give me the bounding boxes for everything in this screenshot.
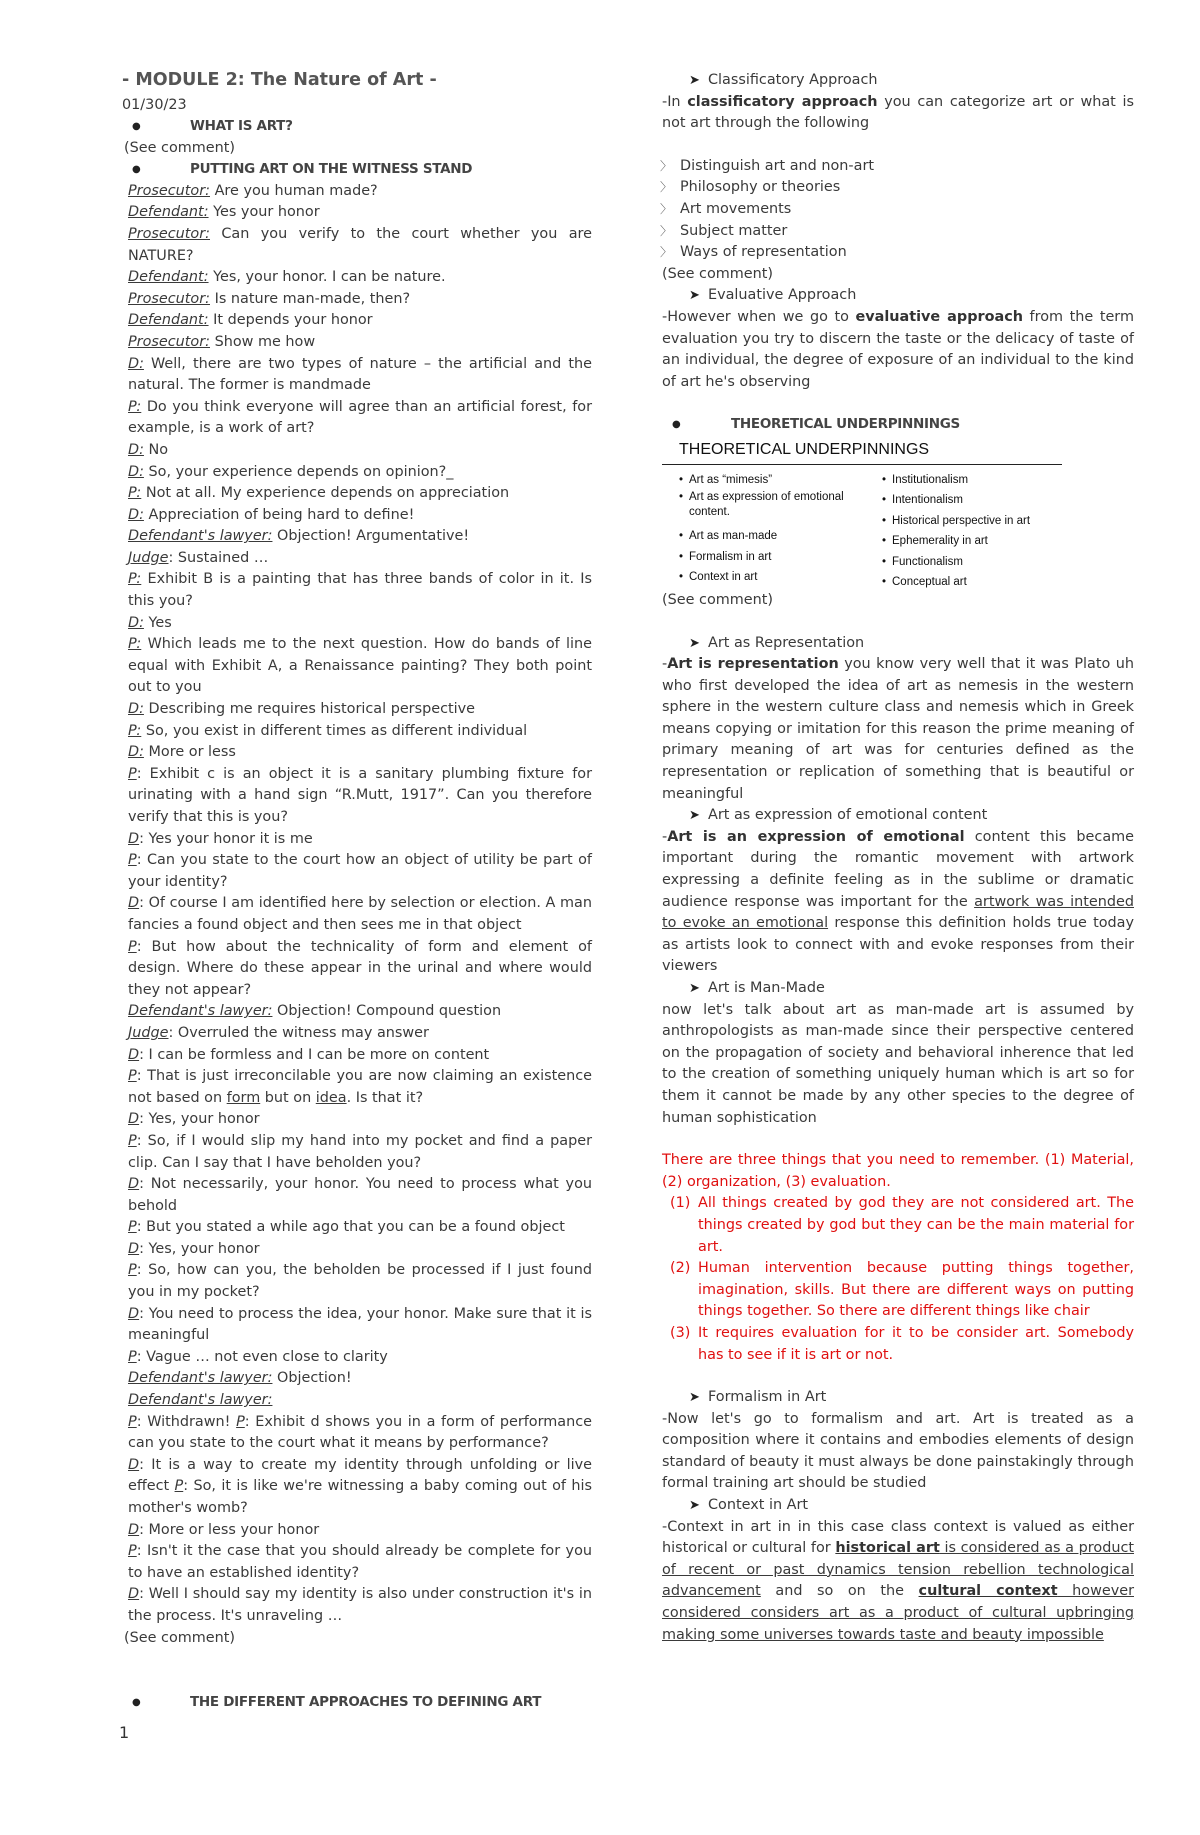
dialogue-line: [128, 850, 592, 893]
dialogue-line: [128, 1001, 592, 1023]
expression-text: -Art is an expression of emotional content this became important during the romantic movement with artwork expressing a definite feeling as in the sublime or dramatic audience response was important for the artwork was intended to evoke an emotional response this definition holds true today as artists look to connect with and evoke responses from their viewers: [662, 828, 1135, 975]
classificatory-list: [662, 156, 1134, 264]
speaker: D: [128, 1111, 140, 1128]
speaker: Judge: [128, 1024, 169, 1041]
dialogue-text: : Yes your honor it is me: [139, 830, 313, 847]
dialogue-text: Objection!: [272, 1370, 352, 1387]
theory-item: • Historical perspective in art: [882, 511, 1062, 532]
dialogue-text: Describing me requires historical perspective: [143, 701, 476, 718]
dialogue-line: [128, 505, 592, 527]
theory-item: • Art as man-made: [679, 526, 879, 547]
numbered-item: [662, 1323, 1134, 1366]
theory-list-left: [679, 470, 879, 588]
speaker: Judge: [128, 549, 169, 566]
speaker: P: [128, 1132, 137, 1149]
speaker: D:: [128, 614, 144, 631]
dialogue-text: : Vague … not even close to clarity: [136, 1348, 388, 1365]
dialogue-text: Objection! Argumentative!: [272, 528, 470, 545]
date: 01/30/23: [122, 97, 187, 113]
item-number: (3): [670, 1324, 691, 1341]
dialogue-line: [128, 440, 592, 462]
speaker: D: [128, 1240, 140, 1257]
dialogue-line: [128, 764, 592, 829]
dialogue-text: Objection! Compound question: [272, 1003, 502, 1020]
dialogue-text: Yes your honor: [208, 204, 320, 221]
context-text: -Context in art in in this case class context is valued as either historical or cultural for historical art is considered as a product of recent or past dynamics tension rebellion technological advancement and so on the cultural context however considered considers art as a product of cultural upbringing making some universes towards taste and beauty impossible: [662, 1518, 1135, 1643]
dialogue-text: Do you think everyone will agree than an artificial forest, for example, is a work of art?: [128, 398, 592, 437]
dialogue-line: [128, 267, 592, 289]
list-item: 〉 Philosophy or theories: [662, 177, 1134, 199]
dialogue-text: Are you human made?: [210, 182, 378, 199]
arrow-icon: ➤: [689, 288, 700, 304]
dialogue-text: : Exhibit d shows you in a form of performance can you state to the court what it means by performance?: [128, 1413, 592, 1452]
dialogue-text: Which leads me to the next question. How do bands of line equal with Exhibit A, a Renaissance painting? They both point out to you: [128, 636, 592, 696]
speaker: Defendant's lawyer:: [128, 1003, 273, 1020]
dialogue-line: [128, 1368, 592, 1390]
speaker: Defendant:: [128, 204, 209, 221]
dialogue-text: : That is just irreconcilable you are now claiming an existence not based on: [128, 1068, 592, 1106]
theory-item: • Art as “mimesis”: [679, 470, 879, 491]
dialogue-text: : It is a way to create my identity through unfolding or live effect: [128, 1456, 592, 1495]
dialogue-text: : But you stated a while ago that you can be a found object: [136, 1219, 565, 1236]
speaker: P: [128, 1413, 137, 1430]
speaker: Prosecutor:: [128, 225, 210, 242]
three-things-intro: There are three things that you need to remember. (1) Material, (2) organization, (3) evaluation.: [662, 1152, 1134, 1190]
speaker: Prosecutor:: [128, 333, 210, 350]
dialogue-line: [128, 1390, 592, 1412]
theoretical-underpinnings-image: [662, 440, 1062, 590]
dialogue-line: [128, 1109, 592, 1131]
dialogue-line: [128, 181, 592, 203]
dialogue-text: : Overruled the witness may answer: [168, 1024, 429, 1041]
dialogue-line: [128, 1023, 592, 1045]
list-item: 〉 Ways of representation: [662, 242, 1134, 264]
dialogue-text: Well, there are two types of nature – the artificial and the natural. The former is mandmade: [128, 355, 592, 394]
dialogue-line: [128, 397, 592, 440]
dialogue-text: : So, it is like we're witnessing a baby coming out of his mother's womb?: [128, 1478, 592, 1516]
speaker: P:: [128, 722, 142, 739]
speaker: D:: [128, 744, 144, 761]
dialogue-text: Is nature man-made, then?: [210, 290, 411, 307]
theory-item: • Intentionalism: [882, 490, 1062, 511]
speaker: D: [128, 1176, 140, 1193]
dialogue-line: [128, 937, 592, 1002]
dialogue-text: : More or less your honor: [139, 1521, 320, 1538]
see-comment-2: (See comment): [124, 1629, 236, 1646]
dialogue-line: [128, 1174, 592, 1217]
dialogue-text: It depends your honor: [208, 312, 373, 329]
left-column: [122, 94, 592, 1714]
heading-witness-stand: ● PUTTING ART ON THE WITNESS STAND: [122, 159, 592, 181]
dialogue-text: : Of course I am identified here by selection or election. A man fancies a found object and then sees me in that object: [128, 895, 592, 933]
speaker: Defendant's lawyer:: [128, 1370, 273, 1387]
dialogue-line: [128, 1584, 592, 1627]
list-item: 〉 Subject matter: [662, 221, 1134, 243]
arrow-icon: ➤: [689, 73, 700, 88]
heading-approaches: ● THE DIFFERENT APPROACHES TO DEFINING ART: [122, 1692, 592, 1714]
dialogue-text: Appreciation of being hard to define!: [143, 506, 415, 523]
speaker: P: [128, 1219, 137, 1236]
speaker: D: [128, 1586, 140, 1603]
dialogue-text: : Yes, your honor: [139, 1240, 260, 1257]
speaker: Prosecutor:: [128, 290, 210, 307]
dialogue-text: : Isn't it the case that you should already be complete for you to have an established identity?: [128, 1543, 592, 1581]
dialogue-line: [128, 1217, 592, 1239]
theory-list-right: [882, 470, 1062, 593]
dialogue-line: [128, 289, 592, 311]
dialogue-text: More or less: [143, 744, 236, 761]
dialogue-line: [128, 483, 592, 505]
numbered-item: [662, 1258, 1134, 1323]
numbered-item: [662, 1193, 1134, 1258]
speaker: D: [128, 1521, 140, 1538]
classificatory-text: -In classificatory approach you can categorize art or what is not art through the following: [662, 93, 1134, 132]
dialogue-line: [128, 548, 592, 570]
speaker: Defendant:: [128, 269, 209, 286]
dialogue-text: No: [143, 441, 169, 458]
dialogue-line: [128, 354, 592, 397]
speaker: P: [128, 1543, 137, 1560]
dialogue-text: but on: [260, 1089, 316, 1106]
speaker: P:: [128, 636, 142, 653]
dialogue-line: [128, 1347, 592, 1369]
dialogue-text: : Withdrawn!: [136, 1413, 237, 1430]
speaker: Defendant's lawyer:: [128, 1392, 273, 1409]
speaker: Defendant:: [128, 312, 209, 329]
item-number: (2): [670, 1260, 691, 1277]
underlined-word: form: [226, 1089, 261, 1106]
man-made-text: now let's talk about art as man-made art is assumed by anthropologists as man-made since their perspective centered on the propagation of society and behavioral inherence that led to the creation of something uniquely human which is art so for them it cannot be made by any other species to the degree of human sophistication: [662, 1001, 1134, 1126]
speaker: P:: [128, 485, 142, 502]
theory-item: • Conceptual art: [882, 572, 1062, 593]
heading-classificatory: ➤ Classificatory Approach: [662, 70, 1134, 92]
dialogue-line: [128, 721, 592, 743]
see-comment: (See comment): [662, 265, 774, 282]
dialogue-line: [128, 1541, 592, 1584]
dialogue-line: [128, 1066, 592, 1109]
speaker: P: [128, 1262, 137, 1279]
speaker: P: [128, 765, 137, 782]
arrow-icon: ➤: [689, 1498, 700, 1514]
speaker: D: [128, 1046, 140, 1063]
speaker: D:: [128, 701, 144, 718]
arrow-icon: ➤: [689, 635, 700, 651]
heading-man-made: ➤ Art is Man-Made: [662, 978, 1134, 1000]
heading-context: ➤ Context in Art: [662, 1495, 1134, 1517]
speaker: P: [128, 1348, 137, 1365]
speaker: D:: [128, 441, 144, 458]
dialogue-text: : Well I should say my identity is also under construction it's in the process. It's unraveling …: [128, 1586, 592, 1624]
right-column: [662, 70, 1134, 1646]
speaker: D: [128, 1305, 140, 1322]
heading-formalism: ➤ Formalism in Art: [662, 1387, 1134, 1409]
representation-text: -Art is representation you know very well that it was Plato uh who first developed the idea of art as nemesis in the western sphere in the western culture class and nemesis which in Greek means copying or imitation for this reason the prime meaning of primary meaning of art was for centuries defined as the representation or replication of something that is beautiful or meaningful: [662, 656, 1134, 802]
item-text: Human intervention because putting things together, imagination, skills. But there are different ways on putting things together. So there are different things like chair: [698, 1260, 1134, 1320]
page-title: - MODULE 2: The Nature of Art -: [122, 70, 437, 90]
image-title: THEORETICAL UNDERPINNINGS: [679, 440, 930, 458]
arrow-icon: ➤: [689, 808, 700, 824]
dialogue-line: [128, 310, 592, 332]
heading-theoretical: ● THEORETICAL UNDERPINNINGS: [662, 414, 1134, 436]
dialogue-text: : You need to process the idea, your honor. Make sure that it is meaningful: [128, 1305, 592, 1344]
heading-representation: ➤ Art as Representation: [662, 633, 1134, 655]
heading-expression: ➤ Art as expression of emotional content: [662, 805, 1134, 827]
theory-item: • Formalism in art: [679, 547, 879, 568]
dialogue-line: [128, 1045, 592, 1067]
heading-evaluative: ➤ Evaluative Approach: [662, 285, 1134, 307]
theory-item: • Functionalism: [882, 552, 1062, 573]
underlined-word: idea: [315, 1089, 347, 1106]
dialogue-line: [128, 224, 592, 267]
item-number: (1): [670, 1195, 691, 1212]
theory-item: • Ephemerality in art: [882, 531, 1062, 552]
page-number: 1: [119, 1723, 130, 1742]
heading-what-is-art: ● WHAT IS ART?: [122, 116, 592, 138]
dialogue-text: Can you verify to the court whether you are NATURE?: [128, 225, 592, 264]
speaker: P: [174, 1478, 184, 1495]
dialogue-text: : Not necessarily, your honor. You need to process what you behold: [128, 1176, 592, 1214]
theory-item: • Art as expression of emotional content.: [679, 490, 879, 520]
dialogue-line: [128, 569, 592, 612]
dialogue-text: Show me how: [210, 333, 316, 350]
dialogue-text: : So, if I would slip my hand into my pocket and find a paper clip. Can I say that I have beholden you?: [128, 1132, 592, 1171]
dialogue-line: [128, 1260, 592, 1303]
speaker: P: [128, 1068, 137, 1085]
dialogue-line: [128, 462, 592, 484]
speaker: D: [128, 830, 140, 847]
dialogue-line: [128, 1455, 592, 1520]
theory-item: • Institutionalism: [882, 470, 1062, 491]
divider: [662, 464, 1062, 465]
dialogue-line: [128, 634, 592, 699]
dialogue-line: [128, 699, 592, 721]
dialogue-text: : But how about the technicality of form and element of design. Where do these appear in the urinal and where would they not appear?: [128, 938, 592, 998]
evaluative-text: -However when we go to evaluative approach from the term evaluation you try to discern the taste or the delicacy of taste of an individual, the degree of exposure of an individual to the kind of art he's observing: [662, 308, 1134, 390]
dialogue-text: : Sustained …: [168, 549, 269, 566]
speaker: P: [236, 1413, 245, 1430]
speaker: D:: [128, 355, 144, 372]
dialogue-line: [128, 893, 592, 936]
dialogue-line: [128, 202, 592, 224]
dialogue-text: : Can you state to the court how an object of utility be part of your identity?: [128, 852, 592, 890]
speaker: P: [128, 852, 137, 869]
dialogue-line: [128, 526, 592, 548]
dialogue-text: . Is that it?: [346, 1089, 424, 1106]
dialogue: [122, 181, 592, 1628]
speaker: P: [128, 938, 137, 955]
dialogue-line: [128, 332, 592, 354]
dialogue-text: Not at all. My experience depends on appreciation: [141, 485, 510, 502]
list-item: 〉 Distinguish art and non-art: [662, 156, 1134, 178]
dialogue-text: : Yes, your honor: [139, 1111, 260, 1128]
dialogue-text: : I can be formless and I can be more on content: [139, 1046, 490, 1063]
speaker: D: [128, 1456, 140, 1473]
speaker: P:: [128, 398, 142, 415]
theory-item: • Context in art: [679, 567, 879, 588]
see-comment: (See comment): [124, 139, 236, 156]
speaker: D:: [128, 506, 144, 523]
dialogue-line: [128, 742, 592, 764]
list-item: 〉 Art movements: [662, 199, 1134, 221]
dialogue-line: [128, 1239, 592, 1261]
item-text: It requires evaluation for it to be consider art. Somebody has to see if it is art or not.: [698, 1324, 1134, 1363]
dialogue-line: [128, 829, 592, 851]
dialogue-text: Exhibit B is a painting that has three bands of color in it. Is this you?: [128, 571, 592, 610]
item-text: All things created by god they are not considered art. The things created by god but they can be the main material for art.: [698, 1195, 1134, 1255]
dialogue-text: Yes, your honor. I can be nature.: [208, 269, 446, 286]
see-comment-2: (See comment): [662, 591, 774, 608]
dialogue-text: So, you exist in different times as different individual: [141, 722, 528, 739]
speaker: D: [128, 895, 140, 912]
dialogue-line: [128, 1304, 592, 1347]
dialogue-text: So, your experience depends on opinion?_: [143, 463, 454, 480]
speaker: Defendant's lawyer:: [128, 528, 273, 545]
dialogue-line: [128, 613, 592, 635]
dialogue-text: Yes: [143, 614, 172, 631]
dialogue-line: [128, 1412, 592, 1455]
formalism-text: -Now let's go to formalism and art. Art is treated as a composition where it contains and embodies elements of design standard of beauty it must always be done painstakingly through formal training art should be studied: [662, 1410, 1134, 1492]
three-things-list: [662, 1193, 1134, 1366]
arrow-icon: ➤: [689, 1390, 700, 1406]
speaker: D:: [128, 463, 144, 480]
dialogue-line: [128, 1131, 592, 1174]
arrow-icon: ➤: [689, 981, 700, 996]
speaker: Prosecutor:: [128, 182, 210, 199]
dialogue-text: : So, how can you, the beholden be processed if I just found you in my pocket?: [128, 1262, 592, 1301]
dialogue-line: [128, 1520, 592, 1542]
dialogue-text: : Exhibit c is an object it is a sanitary plumbing fixture for urinating with a hand sign “R.Mutt, 1917”. Can you therefore verify that this is you?: [128, 765, 592, 825]
speaker: P:: [128, 571, 142, 588]
